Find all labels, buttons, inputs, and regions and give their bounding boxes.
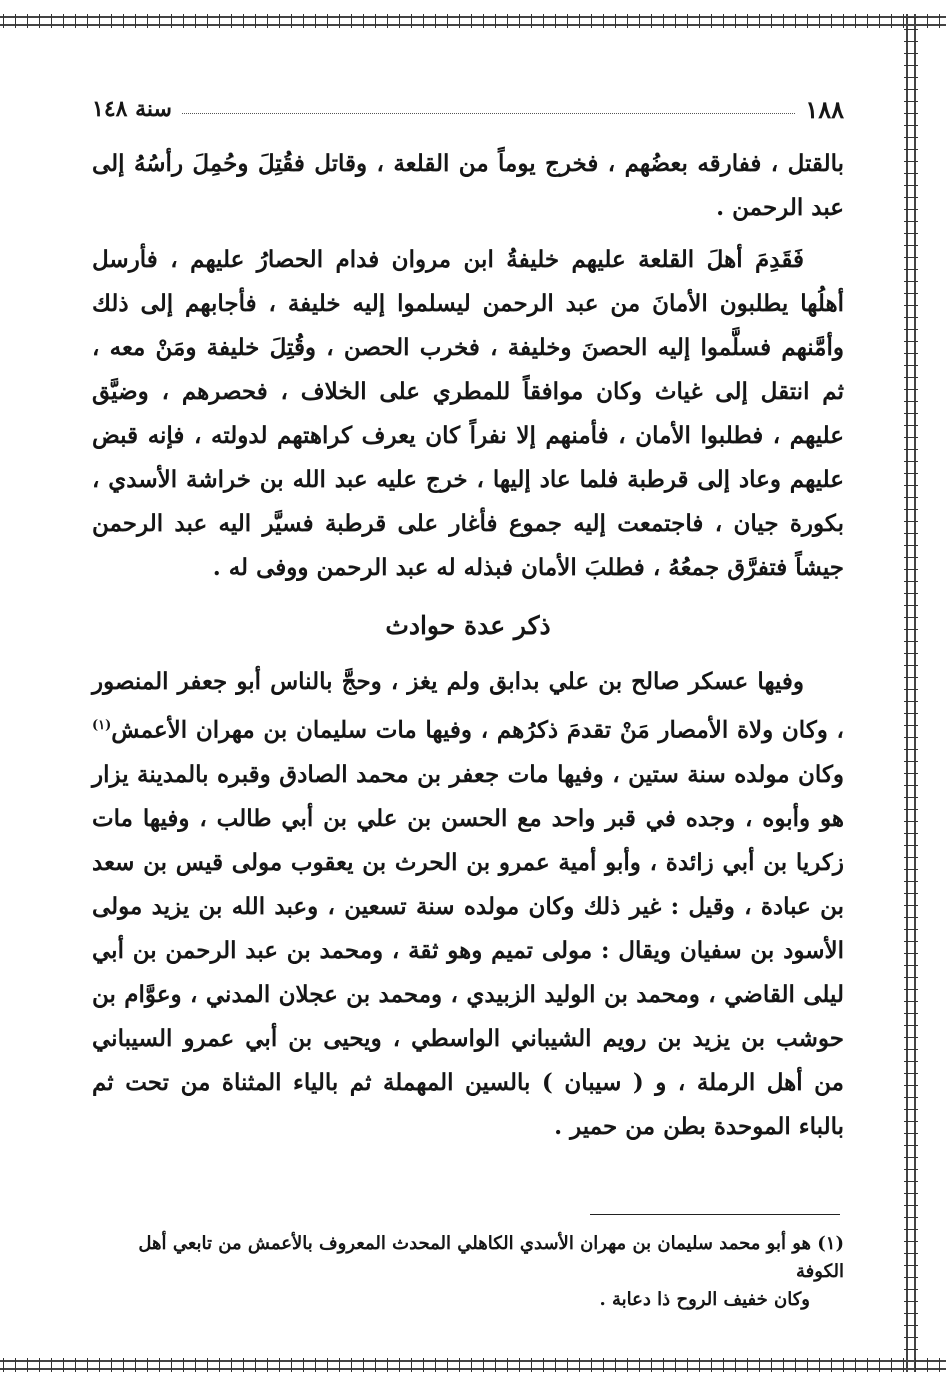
page-number: ١٨٨: [805, 94, 844, 124]
header-dotted-leader: [182, 113, 795, 114]
footnote-1-line-1: (١) هو أبو محمد سليمان بن مهران الأسدي الكاهلي المحدث المعروف بالأعمش من تابعي أهل الكوفة: [138, 1233, 844, 1282]
ornamental-border-right: [904, 14, 918, 1372]
ornamental-border-top: [0, 14, 946, 28]
footnotes: [92, 1230, 844, 1314]
footnote-1-line-2: وكان خفيف الروح ذا دعابة .: [599, 1289, 810, 1310]
section-title: ذكر عدة حوادث: [385, 611, 551, 640]
ornamental-border-bottom: [0, 1358, 946, 1372]
running-header: [92, 94, 844, 124]
paragraph-2: فَقَدِمَ أهلَ القلعة عليهم خليفةُ ابن مروان فدام الحصارُ عليهم ، فأرسل أهلُها يطلبون الأمانَ من عبد الرحمن ليسلموا إليه خليفة ، فأجابهم إلى ذلك وأمَّنهم فسلَّموا إليه الحصنَ وخليفة ، فخرب الحصن ، وقُتِلَ خليفة ومَنْ معه ، ثم انتقل إلى غياث وكان موافقاً للمطري على الخلاف ، فحصرهم ، وضيَّق عليهم ، فطلبوا الأمان ، فأمنهم إلا نفراً كان يعرف كراهتهم لدولته ، فإنه قبض عليهم وعاد إلى قرطبة فلما عاد إليها ، خرج عليه عبد الله بن خراشة الأسدي ، بكورة جيان ، فاجتمعت إليه جموع فأغار على قرطبة فسيَّر اليه عبد الرحمن جيشاً فتفرَّق جمعُهُ ، فطلبَ الأمان فبذله له عبد الرحمن ووفى له .: [92, 246, 844, 581]
header-year-label: سنة ١٤٨: [92, 96, 172, 122]
main-text: [92, 142, 844, 1149]
paragraph-1: بالقتل ، ففارقه بعضُهم ، فخرج يوماً من القلعة ، وقاتل فقُتِلَ وحُمِلَ رأسُهُ إلى عبد الرحمن .: [92, 150, 844, 221]
paragraph-3-rest: وكان مولده سنة ستين ، وفيها مات جعفر بن محمد الصادق وقبره بالمدينة يزار هو وأبوه ، وجده في قبر واحد مع الحسن بن علي بن أبي طالب ، وفيها مات زكريا بن أبي زائدة ، وأبو أمية عمرو بن الحرث بن يعقوب مولى قيس بن سعد بن عبادة ، وقيل : غير ذلك وكان مولده سنة تسعين ، وعبد الله بن يزيد مولى الأسود بن سفيان ويقال : مولى تميم وهو ثقة ، ومحمد بن عبد الرحمن بن أبي ليلى القاضي ، ومحمد بن الوليد الزبيدي ، ومحمد بن عجلان المدني ، وعوَّام بن حوشب بن يزيد بن رويم الشيباني الواسطي ، ويحيى بن أبي عمرو السيباني من أهل الرملة ، و ( سيبان ) بالسين المهملة ثم بالياء المثناة من تحت ثم بالباء الموحدة بطن من حمير .: [92, 760, 844, 1140]
footnote-separator: [590, 1214, 840, 1215]
paragraph-3-start: وفيها عسكر صالح بن علي بدابق ولم يغز ، وحجَّ بالناس أبو جعفر المنصور ، وكان ولاة الأمصار مَنْ تقدمَ ذكرُهم ، وفيها مات سليمان بن مهران الأعمش: [92, 668, 844, 744]
paragraph-3: [92, 660, 844, 1149]
footnote-reference[interactable]: (١): [92, 718, 112, 733]
